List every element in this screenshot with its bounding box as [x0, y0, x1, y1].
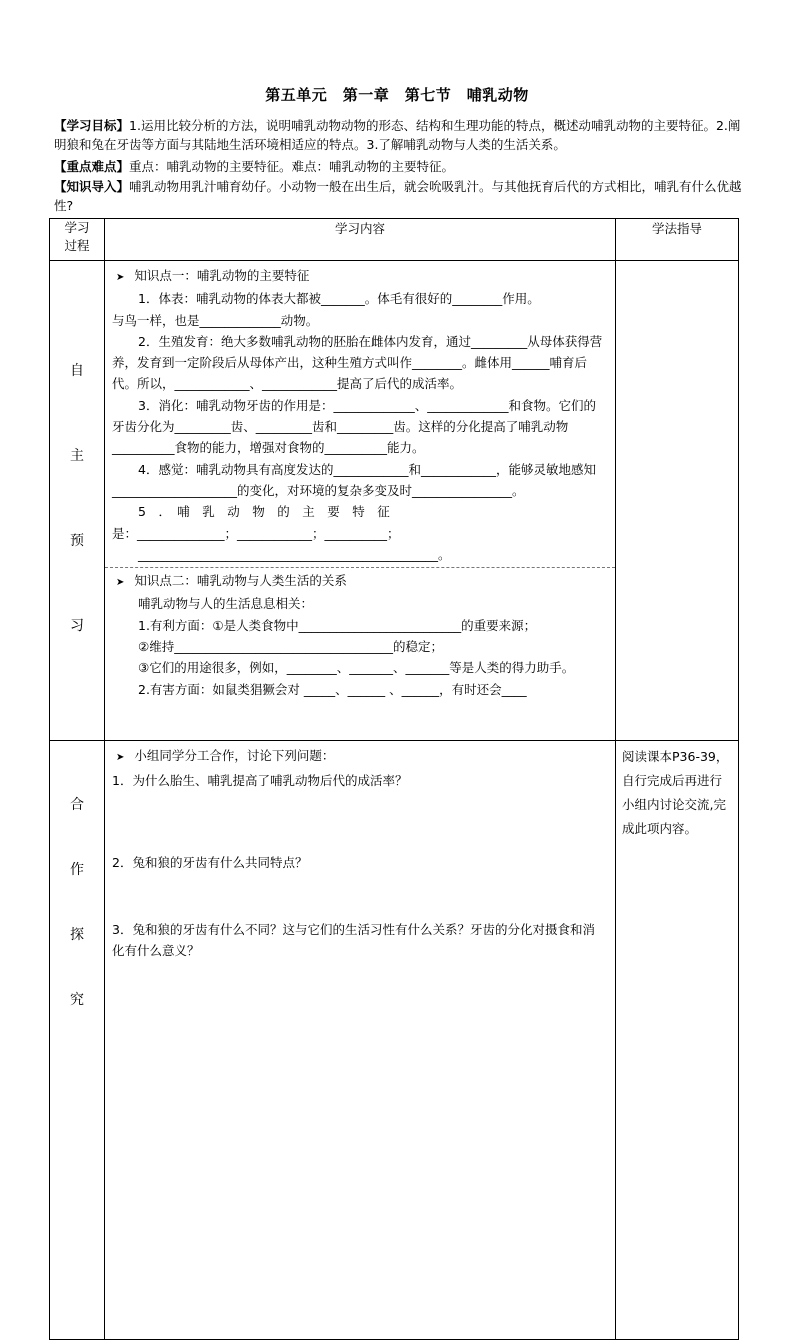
group-task: [112, 745, 607, 768]
study-table: [49, 218, 739, 1340]
fill-line: 1．体表：哺乳动物的体表大都被_______。体毛有很好的________作用。: [138, 291, 540, 307]
side-char: 作: [70, 861, 84, 878]
fill-line: 2．生殖发育：绝大多数哺乳动物的胚胎在雌体内发育，通过_________从母体获得营养，发育到一定阶段后从母体产出，这种生殖方式叫作________。雌体用______哺育后代。所以，____________、____________提高了后代的成活率。: [112, 333, 603, 392]
table-header: [50, 219, 739, 261]
side-char: 自: [70, 362, 84, 379]
fill-line: 4．感觉：哺乳动物具有高度发达的____________和____________，能够灵敏地感知____________________的变化，对环境的复杂多变及时________________。: [112, 461, 596, 498]
fill-line: 是：______________；____________；__________；: [112, 525, 400, 541]
fill-line: 与鸟一样，也是_____________动物。: [112, 312, 319, 328]
fill-line: 2.有害方面：如鼠类猖獗会对 _____、______ 、______，有时还会____: [138, 681, 527, 697]
reading-guide: 阅读课本P36-39，自行完成后再进行小组内讨论交流,完成此项内容。: [622, 749, 729, 836]
arrow-bullet-icon: ➤: [116, 577, 125, 589]
side-char: 习: [70, 617, 84, 634]
page-title: 第五单元 第一章 第七节 哺乳动物: [265, 86, 529, 104]
arrow-bullet-icon: ➤: [116, 752, 125, 763]
side-char: 主: [70, 447, 84, 464]
cooperative-row: [50, 741, 739, 1340]
question-3: 3．兔和狼的牙齿有什么不同？这与它们的生活习性有什么关系？牙齿的分化对摄食和消化有什么意义？: [112, 921, 595, 959]
key-points: [54, 157, 744, 176]
knowledge-point-1: [112, 265, 607, 288]
self-study-row: [50, 261, 739, 741]
fill-line: ③它们的用途很多，例如，________、_______、_______等是人类的得力助手。: [138, 660, 575, 676]
lead-text: 哺乳动物用乳汁哺育幼仔。小动物一般在出生后，就会吮吸乳汁。与其他抚育后代的方式相比，哺乳有什么优越性?: [54, 179, 742, 213]
header-content: 学习内容: [105, 219, 616, 261]
fill-line: 哺乳动物与人的生活息息相关：: [138, 596, 314, 612]
knowledge-point-2: [112, 570, 607, 593]
cooperative-content: [105, 741, 616, 1340]
fill-line: ②维持___________________________________的稳定；: [138, 639, 443, 655]
header-process-label: 学习 过程: [64, 220, 90, 253]
knowledge-intro: [54, 177, 744, 215]
fill-line: 3．消化：哺乳动物牙齿的作用是：_____________、_____________和食物。它们的牙齿分化为_________齿、_________齿和_________齿。这样的分化提高了哺乳动物__________食物的能力，增强对食物的__________能力。: [112, 397, 596, 456]
cooperative-label-cell: [50, 741, 105, 1340]
arrow-bullet-icon: ➤: [116, 272, 125, 283]
focus-tag: 【重点难点】: [54, 159, 130, 174]
fill-line: 5 ． 哺 乳 动 物 的 主 要 特 征: [138, 504, 390, 520]
goal-text: 1.运用比较分析的方法，说明哺乳动物动物的形态、结构和生理功能的特点，概述动哺乳动物的主要特征。2.阐明狼和兔在牙齿等方面与其陆地生活环境相适应的特点。3.了解哺乳动物与人类的生活关系。: [54, 118, 741, 152]
question-2: 2．兔和狼的牙齿有什么共同特点？: [112, 854, 308, 870]
self-study-label: [50, 327, 104, 667]
self-study-label-cell: [50, 261, 105, 741]
self-study-guide: [616, 261, 739, 741]
side-char: 究: [70, 991, 84, 1008]
side-char: 合: [70, 796, 84, 813]
side-char: 探: [70, 926, 84, 943]
group-task-title: 小组同学分工合作，讨论下列问题：: [134, 748, 335, 763]
dashed-divider: [105, 567, 615, 568]
fill-line: ________________________________________________。: [138, 546, 451, 562]
self-study-content: [105, 261, 616, 741]
goal-tag: 【学习目标】: [54, 118, 130, 133]
cooperative-guide: [616, 741, 739, 1340]
kp1-title: 知识点一：哺乳动物的主要特征: [134, 268, 310, 283]
learning-goals: [54, 116, 744, 154]
header-guide: 学法指导: [616, 219, 739, 261]
focus-text: 重点：哺乳动物的主要特征。难点：哺乳动物的主要特征。: [129, 159, 455, 174]
cooperative-label: [50, 771, 104, 1031]
header-process: [50, 219, 105, 261]
side-char: 预: [70, 532, 84, 549]
fill-line: 1.有利方面：①是人类食物中__________________________的重要来源；: [138, 617, 537, 633]
lead-tag: 【知识导入】: [54, 179, 130, 194]
kp2-title: 知识点二：哺乳动物与人类生活的关系: [134, 573, 347, 589]
question-1: 1．为什么胎生、哺乳提高了哺乳动物后代的成活率？: [112, 773, 408, 789]
